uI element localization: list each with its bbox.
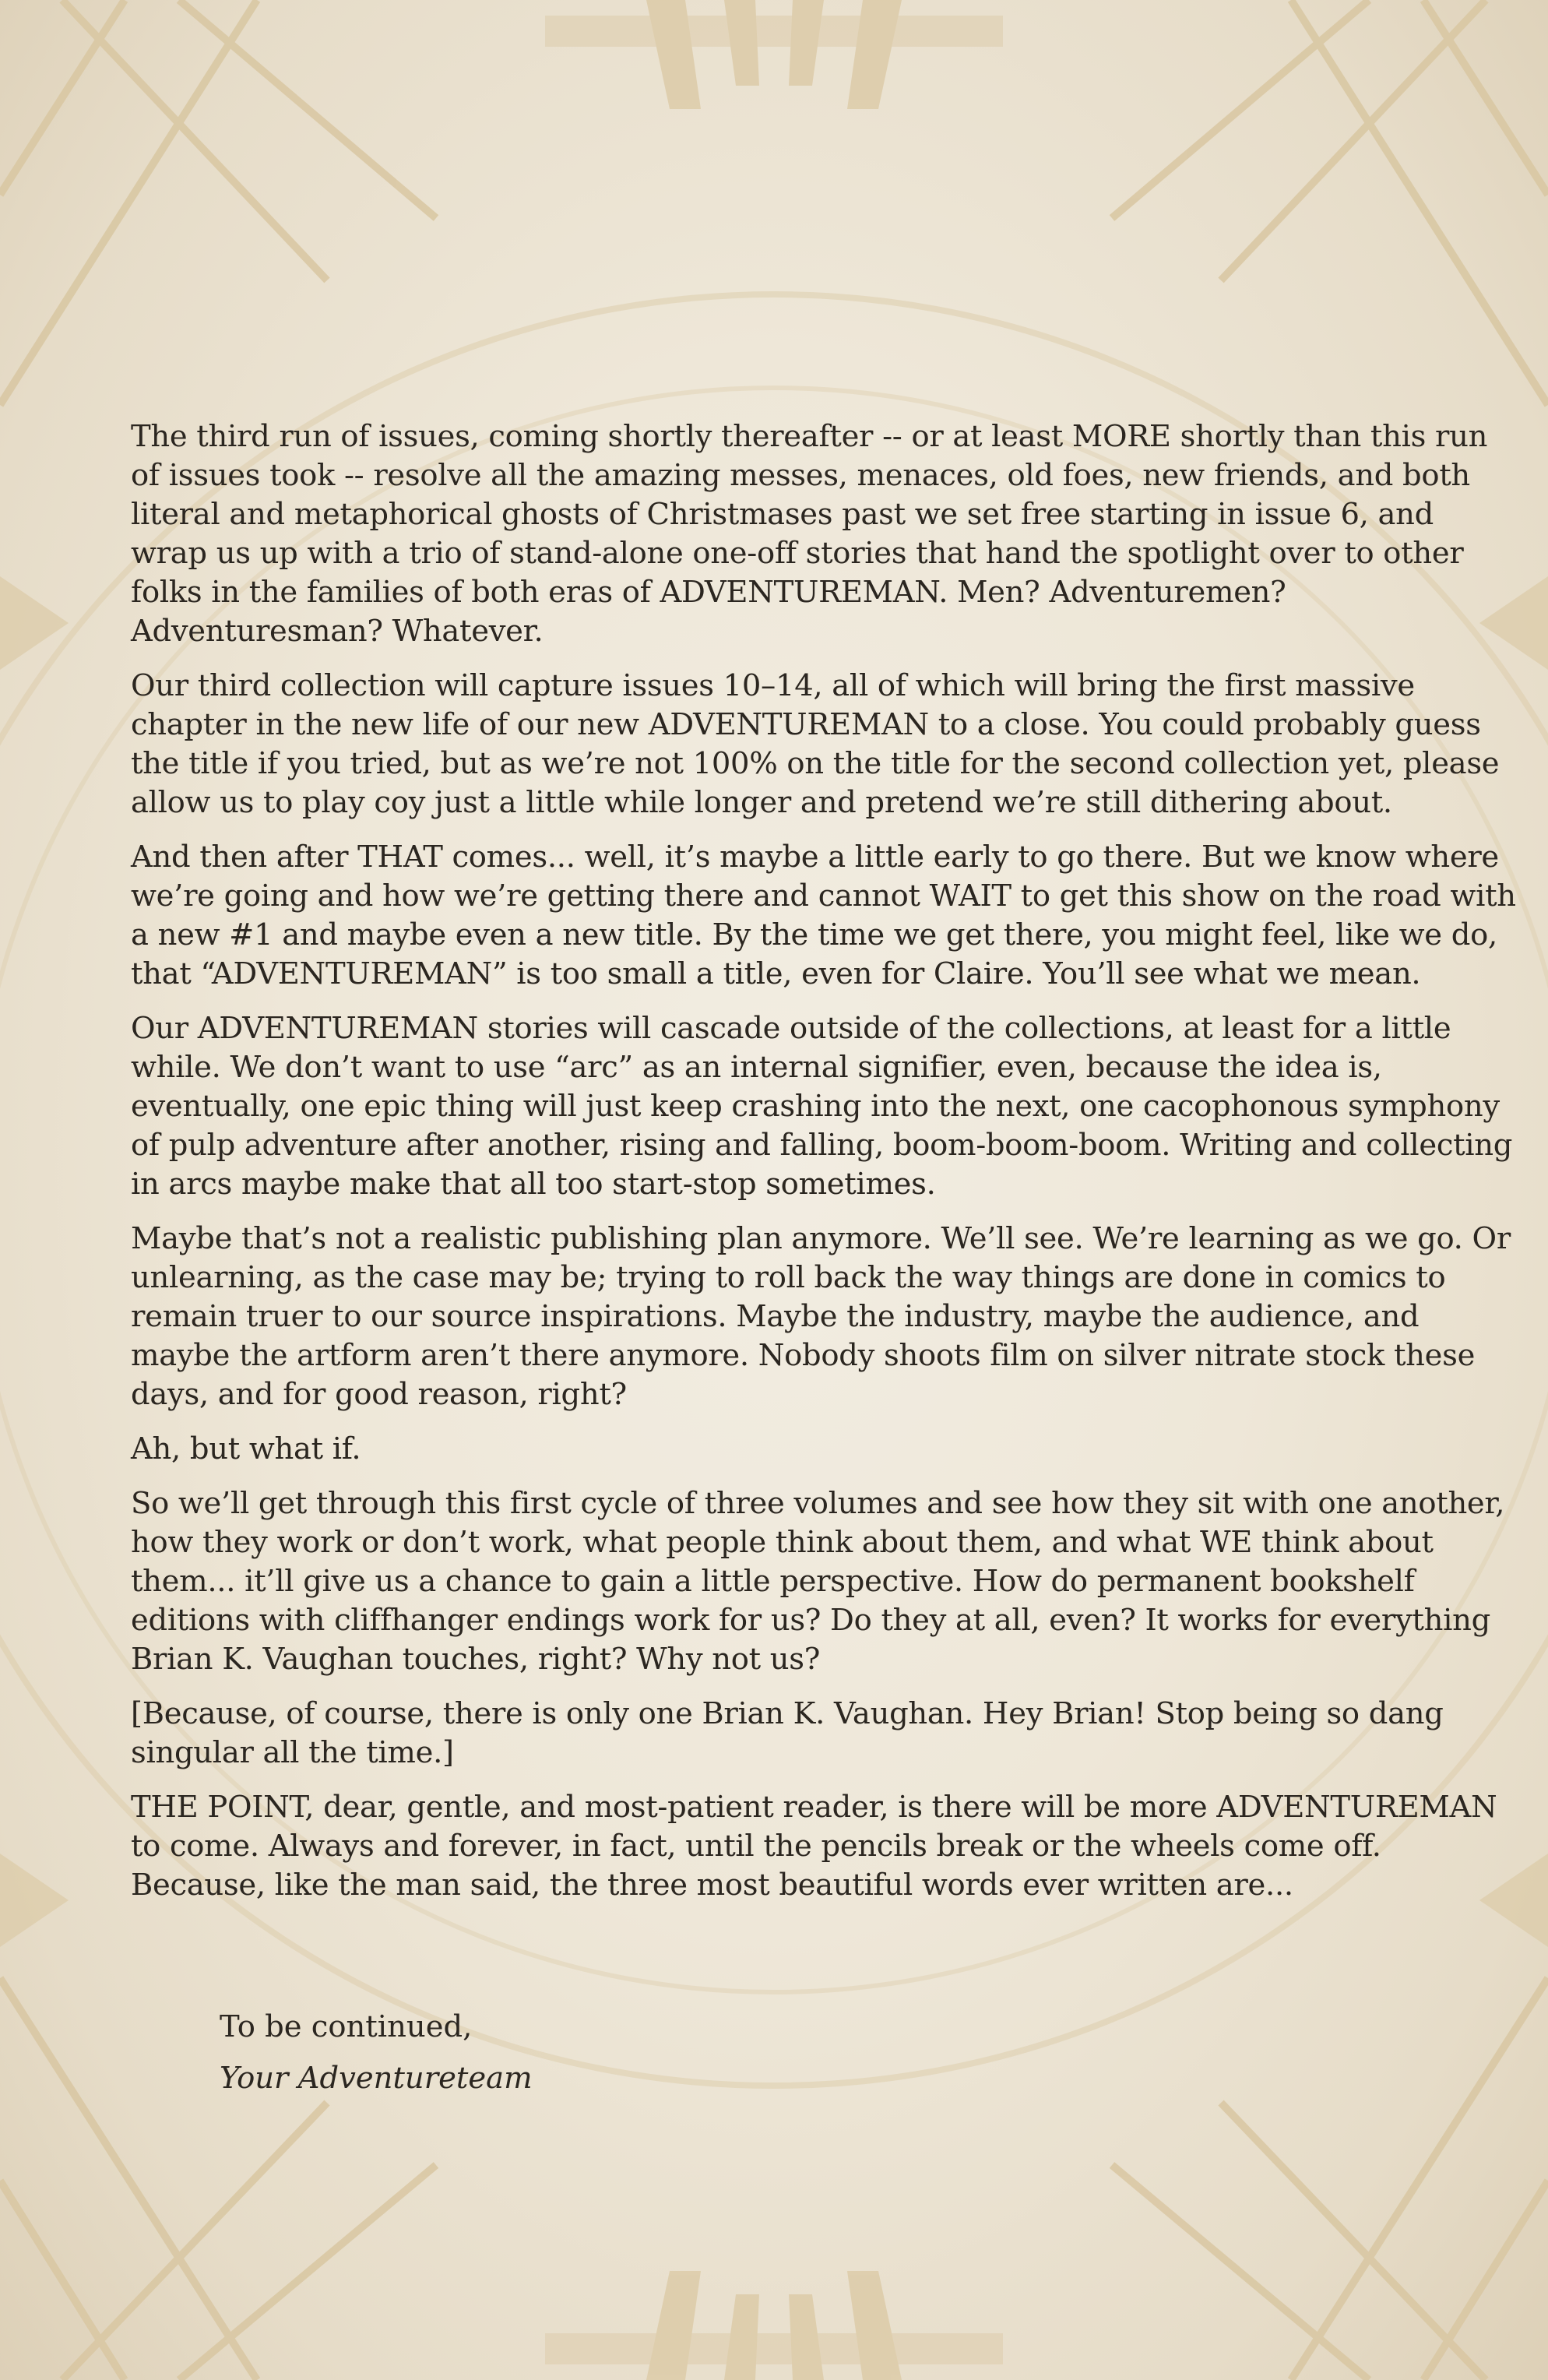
letter-paragraph-8: [Because, of course, there is only one Brian K. Vaughan. Hey Brian! Stop being so dang singular all the time.] xyxy=(131,1696,1444,1770)
signature: Your Adventureteam xyxy=(220,2061,533,2096)
letter-paragraph-5: Maybe that’s not a realistic publishing plan anymore. We’ll see. We’re learning as we go. Or unlearning, as the case may be; trying to roll back the way things are done in comics to remain truer to our source inspirations. Maybe the industry, maybe the audience, and maybe the artform aren’t there anymore. Nobody shoots film on silver nitrate stock these days, and for good reason, right? xyxy=(131,1221,1511,1412)
letter-paragraph-3: And then after THAT comes... well, it’s maybe a little early to go there. But we know where we’re going and how we’re getting there and cannot WAIT to get this show on the road with a new #1 and maybe even a new title. By the time we get there, you might feel, like we do, that “ADVENTUREMAN” is too small a title, even for Claire. You’ll see what we mean. xyxy=(131,840,1516,991)
closing-line: To be continued, xyxy=(220,2009,473,2044)
letter-paragraph-2: Our third collection will capture issues 10–14, all of which will bring the first massive chapter in the new life of our new ADVENTUREMAN to a close. You could probably guess the title if you tried, but as we’re not 100% on the title for the second collection yet, please allow us to play coy just a little while longer and pretend we’re still dithering about. xyxy=(131,668,1500,820)
letter-paragraph-1: The third run of issues, coming shortly thereafter -- or at least MORE shortly than this run of issues took -- resolve all the amazing messes, menaces, old foes, new friends, and both literal and metaphorical ghosts of Christmases past we set free starting in issue 6, and wrap us up with a trio of stand-alone one-off stories that hand the spotlight over to other folks in the families of both eras of ADVENTUREMAN. Men? Adventuremen? Adventuresman? Whatever. xyxy=(131,419,1488,649)
letter-paragraph-6: Ah, but what if. xyxy=(131,1431,361,1466)
letter-paragraph-9: THE POINT, dear, gentle, and most-patient reader, is there will be more ADVENTUREMAN to come. Always and forever, in fact, until the pencils break or the wheels come off. Because, like the man said, the three most beautiful words ever written are... xyxy=(131,1790,1497,1903)
letter-paragraph-7: So we’ll get through this first cycle of three volumes and see how they sit with one another, how they work or don’t work, what people think about them, and what WE think about them... it’ll give us a chance to gain a little perspective. How do permanent bookshelf editions with cliffhanger endings work for us? Do they at all, even? It works for everything Brian K. Vaughan touches, right? Why not us? xyxy=(131,1486,1505,1677)
letter-paragraph-4: Our ADVENTUREMAN stories will cascade outside of the collections, at least for a little while. We don’t want to use “arc” as an internal signifier, even, because the idea is, eventually, one epic thing will just keep crashing into the next, one cacophonous symphony of pulp adventure after another, rising and falling, boom-boom-boom. Writing and collecting in arcs maybe make that all too start-stop sometimes. xyxy=(131,1011,1513,1202)
letter-signoff xyxy=(220,2008,920,2111)
letter-body xyxy=(131,417,1517,1921)
